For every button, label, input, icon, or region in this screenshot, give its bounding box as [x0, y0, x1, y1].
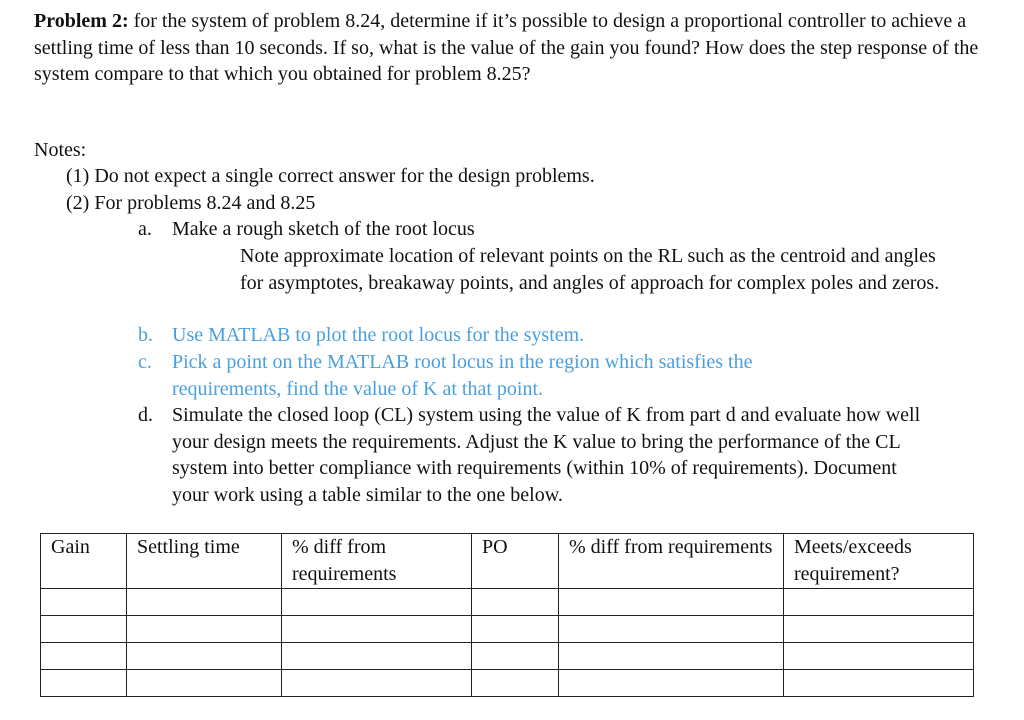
table-cell [41, 643, 127, 670]
table-row [41, 670, 974, 697]
sub-item-c-text: Pick a point on the MATLAB root locus in the region which satisfies the requirements, find the value of K at that point. [172, 351, 753, 400]
table-cell [127, 670, 282, 697]
table-cell [41, 670, 127, 697]
table-cell [127, 589, 282, 616]
table-row [41, 589, 974, 616]
sub-item-d-text: Simulate the closed loop (CL) system using the value of K from part d and evaluate how well your design meets the requirements. Adjust the K value to bring the performance of the CL system into better compliance with requirements (within 10% of requirements). Document your work using a table similar to the one below. [172, 404, 921, 506]
sub-item-a-text: Make a rough sketch of the root locus [172, 218, 475, 240]
table-cell [282, 643, 472, 670]
table-header-row [41, 534, 974, 589]
header-settling-time: Settling time [127, 534, 282, 589]
header-meets: Meets/exceeds requirement? [784, 534, 974, 589]
note-item-1: (1) Do not expect a single correct answer for the design problems. [66, 165, 595, 187]
sub-item-b-text: Use MATLAB to plot the root locus for the system. [172, 324, 585, 346]
table-cell [282, 670, 472, 697]
header-gain: Gain [41, 534, 127, 589]
problem-label: Problem 2: [34, 10, 129, 32]
table-cell [472, 589, 559, 616]
table-cell [472, 670, 559, 697]
table-cell [784, 589, 974, 616]
table-cell [472, 643, 559, 670]
table-cell [282, 589, 472, 616]
table-cell [127, 616, 282, 643]
header-po: PO [472, 534, 559, 589]
table-cell [559, 616, 784, 643]
sub-item-c-letter: c. [138, 351, 152, 373]
table-cell [127, 643, 282, 670]
results-table [40, 533, 974, 697]
table-row [41, 643, 974, 670]
table-cell [41, 616, 127, 643]
problem-text: for the system of problem 8.24, determine if it’s possible to design a proportional controller to achieve a settling time of less than 10 seconds. If so, what is the value of the gain you found? How does the step response of the system compare to that which you obtained for problem 8.25? [34, 10, 979, 85]
table-cell [559, 670, 784, 697]
table-cell [559, 643, 784, 670]
header-diff-settling: % diff from requirements [282, 534, 472, 589]
sub-item-a-note: Note approximate location of relevant points on the RL such as the centroid and angles for asymptotes, breakaway points, and angles of approach for complex poles and zeros. [240, 245, 940, 294]
table-cell [472, 616, 559, 643]
table-cell [784, 616, 974, 643]
header-diff-po: % diff from requirements [559, 534, 784, 589]
notes-heading: Notes: [34, 139, 87, 161]
table-cell [41, 589, 127, 616]
sub-item-b-letter: b. [138, 324, 153, 346]
table-cell [559, 589, 784, 616]
table-cell [282, 616, 472, 643]
sub-item-a-letter: a. [138, 218, 152, 240]
table-cell [784, 643, 974, 670]
table-cell [784, 670, 974, 697]
table-row [41, 616, 974, 643]
sub-item-d-letter: d. [138, 404, 153, 426]
problem-statement [34, 8, 1009, 88]
note-item-2: (2) For problems 8.24 and 8.25 [66, 192, 316, 214]
